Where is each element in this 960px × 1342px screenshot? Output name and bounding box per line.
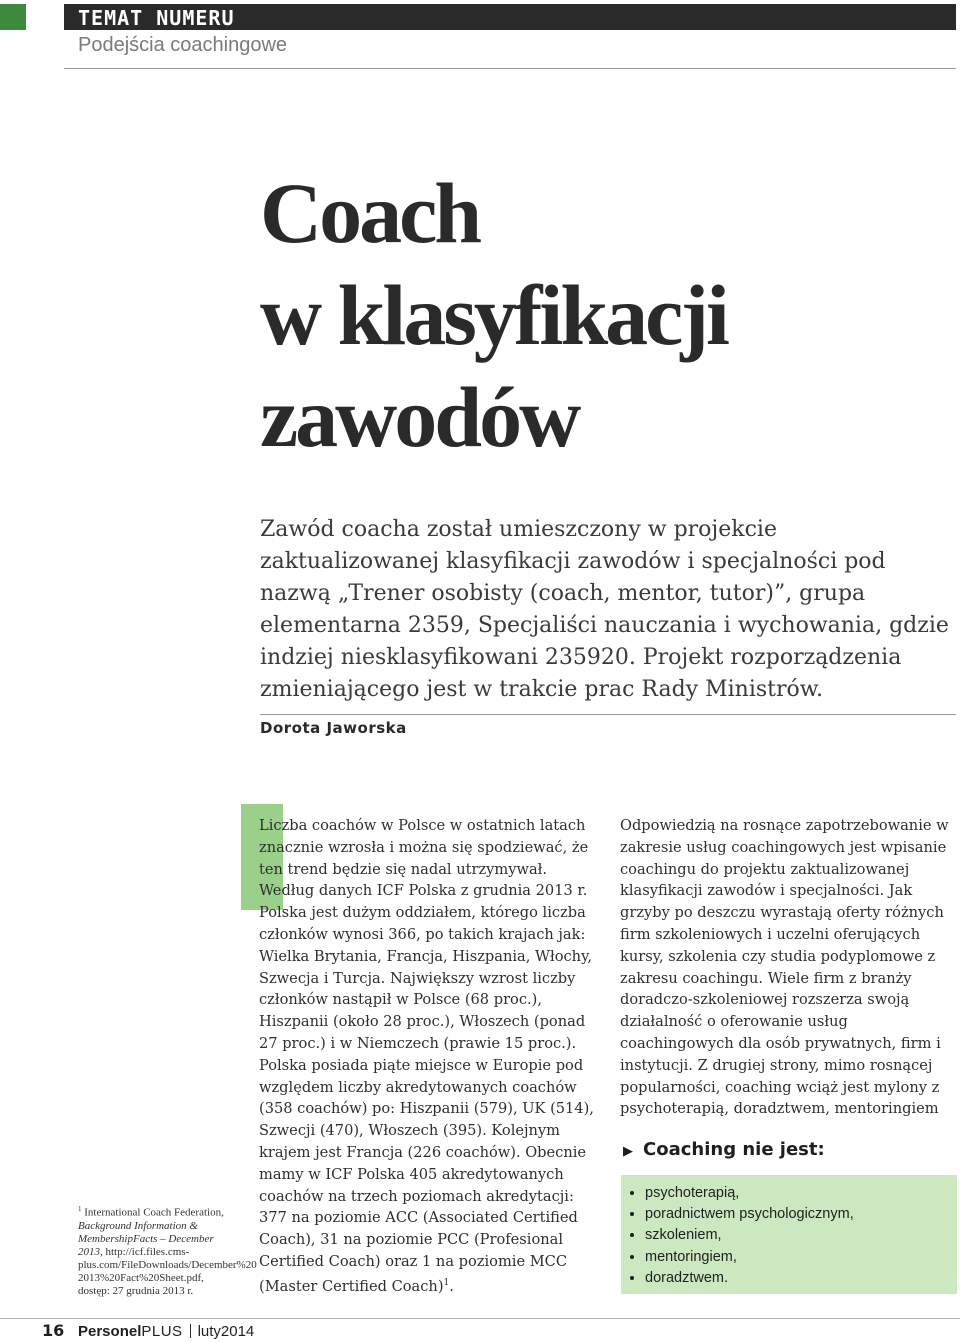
footer-separator: [190, 1324, 191, 1338]
list-item: • poradnictwem psychologicznym,: [645, 1204, 957, 1225]
section-subtitle: Podejścia coachingowe: [78, 34, 288, 56]
magazine-name-part-a: Personel: [78, 1323, 142, 1340]
title-line: Coach: [260, 165, 480, 261]
footnote: [78, 1203, 257, 1298]
footnote-org: International Coach Federation,: [84, 1206, 224, 1219]
article-author: Dorota Jaworska: [260, 719, 407, 737]
list-item: • mentoringiem,: [645, 1247, 957, 1268]
footnote-ref: 1: [443, 1277, 450, 1288]
footnote-url: http://icf.files.cms-plus.com/FileDownloads/December%20 2013%20Fact%20Sheet.pdf,: [78, 1245, 257, 1284]
coaching-is-not-box: [621, 1175, 957, 1294]
triangle-bullet-icon: ▶: [623, 1144, 633, 1159]
body-column-1: [259, 815, 597, 1297]
section-header-bar: [64, 4, 956, 30]
article-lead: Zawód coacha został umieszczony w projekcie zaktualizowanej klasyfikacji zawodów i specjalności pod nazwą „Trener osobisty (coach, mentor, tutor)”, grupa elementarna 2359, Specjaliści nauczania i wychowania, gdzie indziej niesklasyfikowani 235920. Projekt rozporządzenia zmieniającego jest w trakcie prac Rady Ministrów.: [260, 517, 949, 702]
box-heading-text: Coaching nie jest:: [643, 1139, 825, 1160]
title-line: w klasyfikacji: [260, 267, 727, 363]
magazine-footer: [78, 1323, 254, 1340]
title-line: zawodów: [260, 369, 579, 465]
coaching-is-not-list: [621, 1175, 957, 1289]
footnote-access: dostęp: 27 grudnia 2013 r.: [78, 1284, 194, 1297]
box-heading: [623, 1139, 825, 1160]
footnote-doc-title: Background Information & MembershipFacts – December 2013,: [78, 1219, 214, 1258]
footnote-number: 1: [78, 1205, 82, 1213]
section-color-marker: [0, 4, 26, 30]
body-text: Liczba coachów w Polsce w ostatnich latach znacznie wzrosła i można się spodziewać, że ten trend będzie się nadal utrzymywał. Według danych ICF Polska z grudnia 2013 r. Polska jest dużym oddziałem, którego liczba członków wynosi 366, po takich krajach jak: Wielka Brytania, Francja, Hiszpania, Włochy, Szwecja i Turcja. Największy wzrost liczby członków nastąpił w Polsce (68 proc.), Hiszpanii (około 28 proc.), Włoszech (ponad 27 proc.) i w Niemczech (prawie 15 proc.). Polska posiada piąte miejsce w Europie pod względem liczby akredytowanych coachów (358 coachów) po: Hiszpanii (579), UK (514), Szwecji (470), Włoszech (395). Kolejnym krajem jest Francja (226 coachów). Obecnie mamy w ICF Polska 405 akredytowanych coachów na trzech poziomach akredytacji: 377 na poziomie ACC (Associated Certified Coach), 31 na poziomie PCC (Profesional Certified Coach) oraz 1 na poziomie MCC (Master Certified Coach): [259, 817, 594, 1295]
header-divider: [64, 68, 956, 69]
section-title: TEMAT NUMERU: [78, 6, 235, 30]
list-item: • doradztwem.: [645, 1268, 957, 1289]
list-item: • psychoterapią,: [645, 1183, 957, 1204]
body-column-2: Odpowiedzią na rosnące zapotrzebowanie w zakresie usług coachingowych jest wpisanie coachingu do projektu zaktualizowanej klasyfikacji zawodów i specjalności. Jak grzyby po deszczu wyrastają oferty różnych firm szkoleniowych i uczelni oferujących kursy, szkolenia czy studia podyplomowe z zakresu coachingu. Wiele firm z branży doradczo-szkoleniowej rozszerza swoją działalność o oferowanie usług coachingowych dla osób prywatnych, firm i instytucji. Z drugiej strony, mimo rosnącej popularności, coaching wciąż jest mylony z psychoterapią, doradztwem, mentoringiem: [620, 817, 949, 1118]
author-divider: [260, 714, 956, 715]
footer-divider: [0, 1318, 960, 1319]
magazine-name-part-b: PLUS: [141, 1323, 183, 1340]
page-number: 16: [42, 1321, 65, 1340]
issue-date: luty2014: [197, 1323, 255, 1340]
article-title: [260, 162, 727, 468]
body-text-end: .: [449, 1277, 454, 1295]
list-item: • szkoleniem,: [645, 1225, 957, 1246]
